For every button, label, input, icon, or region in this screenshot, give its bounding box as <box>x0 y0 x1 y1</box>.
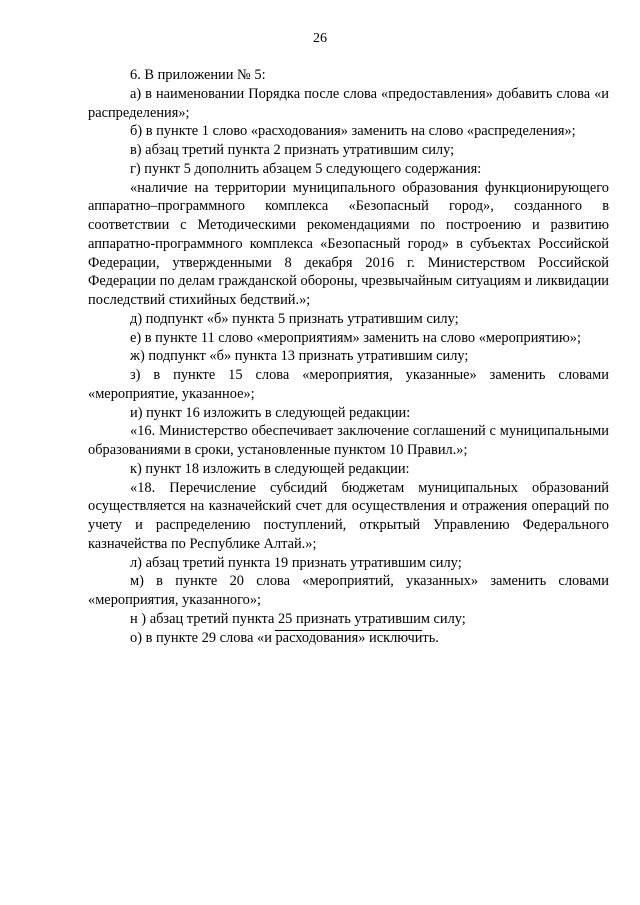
paragraph-item-o: о) в пункте 29 слова «и расходования» исключить. <box>130 629 439 646</box>
paragraph-quote-18: «18. Перечисление субсидий бюджетам муниципальных образований осуществляется на казначейский счет для осуществления и отражения операций по учету и распределению поступлений, открытый Управлению Федерального казначейства по Республике Алтай.»; <box>88 479 609 552</box>
paragraph-item-m: м) в пункте 20 слова «мероприятий, указанных» заменить словами «мероприятия, указанного»; <box>88 573 609 608</box>
paragraph-item-6: 6. В приложении № 5: <box>130 67 266 83</box>
paragraph-item-zh: ж) подпункт «б» пункта 13 признать утратившим силу; <box>130 348 469 365</box>
paragraph-item-g: г) пункт 5 дополнить абзацем 5 следующего содержания: <box>130 160 482 177</box>
closing-divider-line <box>275 630 422 631</box>
page-number: 26 <box>313 31 327 46</box>
paragraph-item-v: в) абзац третий пункта 2 признать утратившим силу; <box>130 142 455 158</box>
paragraph-item-a: а) в наименовании Порядка после слова «предоставления» добавить слова «и распределения»; <box>88 85 609 121</box>
paragraph-item-z: з) в пункте 15 слова «мероприятия, указанные» заменить словами «мероприятие, указанное»; <box>88 367 609 402</box>
paragraph-quote-bezopasny-gorod: «наличие на территории муниципального образования функционирующего аппаратно–программного комплекса «Безопасный город», созданного в соответствии с Методическими рекомендациями по построению и развитию аппаратно-программного комплекса «Безопасный город» в субъектах Российской Федерации, утвержденными 8 декабря 2016 г. Министерством Российской Федерации по делам гражданской обороны, чрезвычайным ситуациям и ликвидации последствий стихийных бедствий.»; <box>88 179 609 308</box>
document-body <box>88 66 609 647</box>
paragraph-item-l: л) абзац третий пункта 19 признать утратившим силу; <box>130 554 462 571</box>
paragraph-item-e: е) в пункте 11 слово «мероприятиям» заменить на слово «мероприятию»; <box>130 329 581 346</box>
paragraph-quote-16: «16. Министерство обеспечивает заключение соглашений с муниципальными образованиями в сроки, установленные пунктом 10 Правил.»; <box>88 423 609 458</box>
paragraph-item-i: и) пункт 16 изложить в следующей редакции: <box>130 404 411 421</box>
paragraph-item-b: б) в пункте 1 слово «расходования» заменить на слово «распределения»; <box>130 123 576 140</box>
paragraph-item-k: к) пункт 18 изложить в следующей редакции: <box>130 460 410 477</box>
paragraph-item-d: д) подпункт «б» пункта 5 признать утратившим силу; <box>130 310 459 327</box>
paragraph-item-n: н ) абзац третий пункта 25 признать утратившим силу; <box>130 610 466 627</box>
